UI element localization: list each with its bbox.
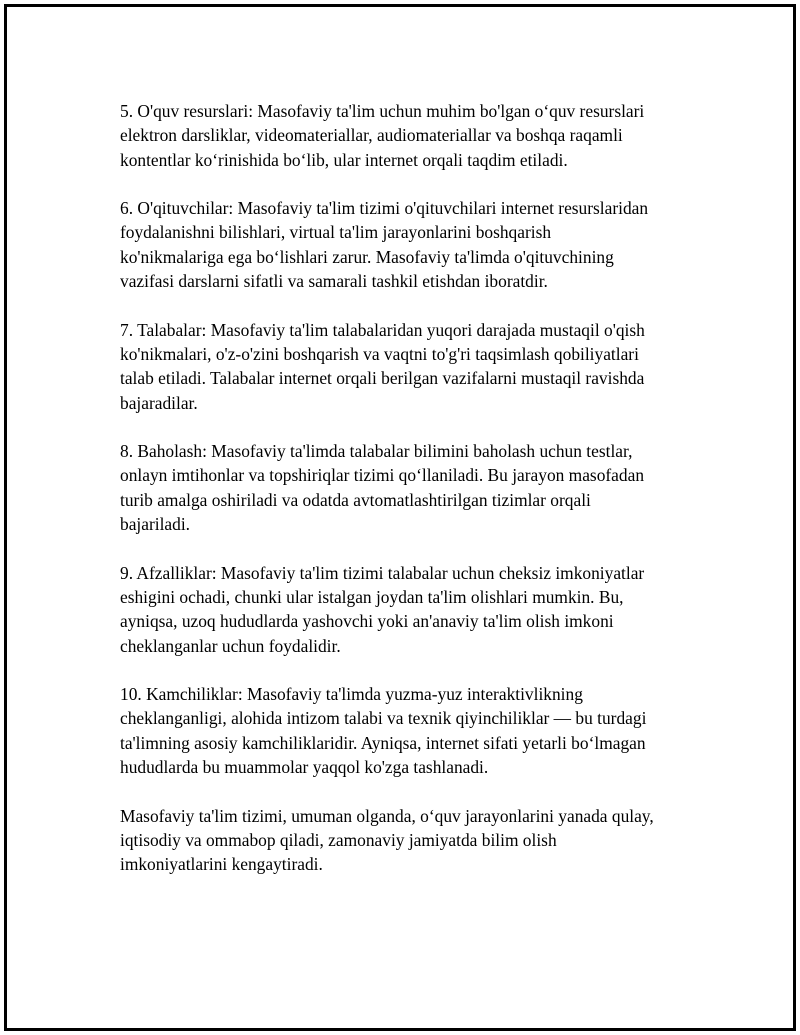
text-line: ayniqsa, uzoq hududlarda yashovchi yoki an'anaviy ta'lim olish imkoni (120, 611, 614, 632)
text-line: ko'nikmalari, o'z-o'zini boshqarish va vaqtni to'g'ri taqsimlash qobiliyatlari (120, 343, 639, 364)
text-line: imkoniyatlarini kengaytiradi. (120, 854, 323, 875)
text-line: bajaradilar. (120, 392, 198, 413)
text-line: onlayn imtihonlar va topshiriqlar tizimi qo‘llaniladi. Bu jarayon masofadan (120, 465, 645, 486)
text-line: cheklanganlar uchun foydalidir. (120, 635, 341, 656)
text-line: 9. Afzalliklar: Masofaviy ta'lim tizimi talabalar uchun cheksiz imkoniyatlar (120, 562, 645, 583)
paragraph-baholash (120, 439, 710, 536)
text-line: eshigini ochadi, chunki ular istalgan joydan ta'lim olishlari mumkin. Bu, (120, 586, 624, 607)
paragraph-afzalliklar (120, 561, 710, 658)
text-line: turib amalga oshiriladi va odatda avtomatlashtirilgan tizimlar orqali (120, 489, 591, 510)
document-body (120, 99, 710, 901)
text-line: 6. O'qituvchilar: Masofaviy ta'lim tizimi o'qituvchilari internet resurslaridan (120, 198, 649, 219)
page-border (4, 4, 796, 1031)
text-line: vazifasi darslarni sifatli va samarali tashkil etishdan iboratdir. (120, 271, 548, 292)
text-line: hududlarda bu muammolar yaqqol ko'zga tashlanadi. (120, 757, 489, 778)
text-line: foydalanishni bilishlari, virtual ta'lim jarayonlarini boshqarish (120, 222, 552, 243)
text-line: ko'nikmalariga ega bo‘lishlari zarur. Masofaviy ta'limda o'qituvchining (120, 246, 614, 267)
text-line: 10. Kamchiliklar: Masofaviy ta'limda yuzma-yuz interaktivlikning (120, 684, 583, 705)
text-line: Masofaviy ta'lim tizimi, umuman olganda, o‘quv jarayonlarini yanada qulay, (120, 805, 654, 826)
text-line: 5. O'quv resurslari: Masofaviy ta'lim uchun muhim bo'lgan o‘quv resurslari (120, 101, 645, 121)
text-line: kontentlar ko‘rinishida bo‘lib, ular internet orqali taqdim etiladi. (120, 149, 568, 170)
text-line: bajariladi. (120, 514, 191, 535)
text-line: elektron darsliklar, videomateriallar, audiomateriallar va boshqa raqamli (120, 125, 623, 146)
paragraph-oqituvchilar (120, 196, 710, 293)
paragraph-conclusion (120, 804, 710, 877)
text-line: talab etiladi. Talabalar internet orqali berilgan vazifalarni mustaqil ravishda (120, 368, 645, 389)
paragraph-oquv-resurslari (120, 99, 710, 172)
paragraph-talabalar (120, 318, 710, 415)
text-line: 7. Talabalar: Masofaviy ta'lim talabalaridan yuqori darajada mustaqil o'qish (120, 319, 645, 340)
paragraph-kamchiliklar (120, 682, 710, 779)
text-line: iqtisodiy va ommabop qiladi, zamonaviy jamiyatda bilim olish (120, 829, 557, 850)
text-line: cheklanganligi, alohida intizom talabi va texnik qiyinchiliklar — bu turdagi (120, 708, 647, 729)
text-line: 8. Baholash: Masofaviy ta'limda talabalar bilimini baholash uchun testlar, (120, 441, 633, 462)
text-line: ta'limning asosiy kamchiliklaridir. Ayniqsa, internet sifati yetarli bo‘lmagan (120, 732, 646, 753)
